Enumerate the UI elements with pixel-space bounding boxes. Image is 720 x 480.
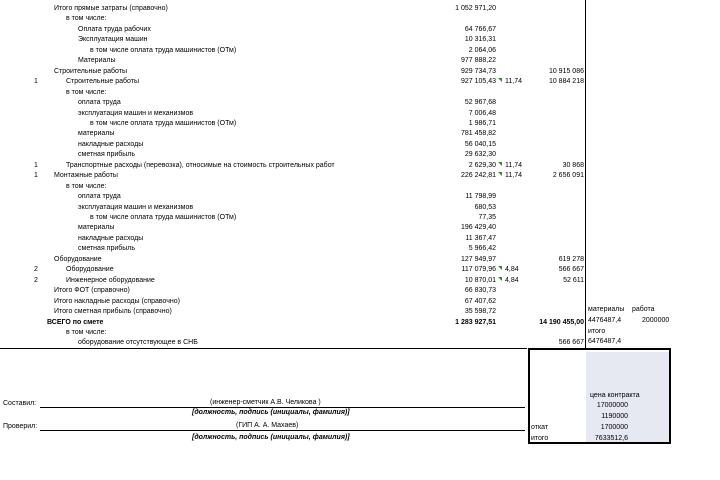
row-total[interactable] bbox=[530, 109, 584, 119]
row-total[interactable] bbox=[530, 140, 584, 150]
row-amount[interactable]: 196 429,40 bbox=[460, 224, 496, 231]
row-total[interactable] bbox=[530, 129, 584, 139]
contract-row3-value: 1700000 bbox=[600, 424, 628, 431]
row-amount[interactable]: 5 966,42 bbox=[468, 245, 496, 252]
contract-row4-label: итого bbox=[531, 435, 549, 442]
row-number[interactable]: 1 bbox=[34, 172, 38, 179]
side-materials-label: материалы bbox=[588, 306, 625, 313]
side-work-value: 2000000 bbox=[642, 317, 670, 324]
cell-comment-marker-icon bbox=[498, 277, 502, 281]
row-label[interactable]: эксплуатация машин и механизмов bbox=[78, 110, 194, 117]
row-total[interactable] bbox=[530, 25, 584, 35]
row-coefficient[interactable]: 11,74 bbox=[505, 172, 522, 179]
row-label[interactable]: сметная прибыль bbox=[78, 151, 136, 158]
row-label[interactable]: Монтажные работы bbox=[54, 172, 118, 179]
row-amount[interactable]: 929 734,73 bbox=[460, 68, 496, 75]
row-total[interactable]: 30 868 bbox=[562, 162, 584, 169]
row-number[interactable]: 2 bbox=[34, 266, 38, 273]
cell-comment-marker-icon bbox=[498, 78, 502, 82]
row-amount[interactable]: 35 598,72 bbox=[464, 308, 496, 315]
row-total[interactable] bbox=[530, 14, 584, 24]
row-label[interactable]: в том числе: bbox=[66, 15, 107, 22]
row-amount[interactable]: 927 105,43 bbox=[460, 78, 496, 85]
contract-row3-label: откат bbox=[531, 424, 549, 431]
row-amount[interactable]: 64 766,67 bbox=[464, 26, 496, 33]
row-total[interactable] bbox=[530, 4, 584, 14]
row-label[interactable]: Эксплуатация машин bbox=[78, 36, 148, 43]
row-total[interactable] bbox=[530, 234, 584, 244]
row-total[interactable] bbox=[530, 35, 584, 45]
row-total[interactable] bbox=[530, 223, 584, 233]
row-amount[interactable]: 1 052 971,20 bbox=[455, 5, 496, 12]
row-label[interactable]: в том числе: bbox=[66, 183, 107, 190]
row-amount[interactable]: 11 367,47 bbox=[465, 235, 496, 242]
row-label[interactable]: в том числе: bbox=[66, 89, 107, 96]
row-label[interactable]: Строительные работы bbox=[54, 68, 127, 75]
row-coefficient[interactable]: 11,74 bbox=[505, 78, 522, 85]
row-amount[interactable] bbox=[420, 338, 496, 348]
row-amount[interactable] bbox=[420, 182, 496, 192]
row-total[interactable] bbox=[530, 192, 584, 202]
row-total[interactable]: 2 656 091 bbox=[552, 172, 584, 179]
composed-name: (инженер-сметчик А.В. Челикова ) bbox=[210, 399, 321, 406]
row-label[interactable]: эксплуатация машин и механизмов bbox=[78, 204, 194, 211]
cell-comment-marker-icon bbox=[498, 172, 502, 176]
row-total[interactable] bbox=[530, 46, 584, 56]
row-amount[interactable]: 127 949,97 bbox=[460, 256, 496, 263]
row-total[interactable]: 566 667 bbox=[558, 339, 584, 346]
row-amount[interactable] bbox=[420, 88, 496, 98]
row-label[interactable]: накладные расходы bbox=[78, 235, 144, 242]
row-label[interactable]: в том числе: bbox=[66, 329, 107, 336]
row-total[interactable] bbox=[530, 307, 584, 317]
row-amount[interactable]: 117 079,96 bbox=[461, 266, 496, 273]
side-work-label: работа bbox=[632, 306, 655, 313]
row-total[interactable]: 619 278 bbox=[558, 256, 584, 263]
row-amount[interactable]: 680,53 bbox=[474, 204, 496, 211]
checked-label: Проверил: bbox=[3, 423, 38, 430]
row-label[interactable]: в том числе оплата труда машинистов (ОТм) bbox=[90, 214, 237, 221]
row-amount[interactable]: 781 458,82 bbox=[460, 130, 496, 137]
composed-caption: [должность, подпись (инициалы, фамилия)] bbox=[192, 409, 350, 416]
row-total[interactable] bbox=[530, 150, 584, 160]
side-materials-value: 4476487,4 bbox=[588, 317, 622, 324]
row-total[interactable]: 52 611 bbox=[563, 277, 584, 284]
summary-separator-line bbox=[0, 348, 527, 349]
contract-row1-value: 17000000 bbox=[596, 402, 628, 409]
row-total[interactable] bbox=[530, 98, 584, 108]
row-amount[interactable]: 2 064,06 bbox=[468, 47, 496, 54]
row-amount[interactable] bbox=[420, 328, 496, 338]
row-coefficient[interactable]: 11,74 bbox=[505, 162, 522, 169]
row-total[interactable] bbox=[530, 119, 584, 129]
contract-row2-value: 1190000 bbox=[601, 413, 628, 420]
row-label[interactable]: в том числе оплата труда машинистов (ОТм) bbox=[90, 120, 237, 127]
row-label[interactable]: Инженерное оборудование bbox=[66, 277, 155, 284]
row-label[interactable]: Оборудование bbox=[66, 266, 114, 273]
row-label[interactable]: ВСЕГО по смете bbox=[47, 319, 104, 326]
row-label[interactable]: материалы bbox=[78, 130, 115, 137]
row-total[interactable] bbox=[530, 56, 584, 66]
row-number[interactable]: 1 bbox=[34, 78, 38, 85]
row-amount[interactable]: 66 830,73 bbox=[464, 287, 496, 294]
row-amount[interactable]: 2 629,30 bbox=[468, 162, 496, 169]
column-border-right bbox=[585, 0, 586, 348]
row-amount[interactable]: 10 316,31 bbox=[464, 36, 496, 43]
row-label[interactable]: оплата труда bbox=[78, 99, 121, 106]
row-amount[interactable] bbox=[420, 14, 496, 24]
checked-caption: [должность, подпись (инициалы, фамилия)] bbox=[192, 434, 350, 441]
row-total[interactable] bbox=[530, 213, 584, 223]
row-total[interactable] bbox=[530, 286, 584, 296]
row-label[interactable]: Итого ФОТ (справочно) bbox=[54, 287, 130, 294]
contract-row4-value: 7633512,6 bbox=[594, 435, 628, 442]
row-label[interactable]: Оплата труда рабочих bbox=[78, 26, 151, 33]
row-total[interactable] bbox=[530, 203, 584, 213]
side-itogo-label: итого bbox=[588, 328, 606, 335]
row-amount[interactable]: 11 798,99 bbox=[465, 193, 496, 200]
row-total[interactable] bbox=[530, 297, 584, 307]
side-itogo-value: 6476487,4 bbox=[588, 338, 622, 345]
row-label[interactable]: в том числе оплата труда машинистов (ОТм) bbox=[90, 47, 237, 54]
contract-title: цена контракта bbox=[590, 392, 640, 399]
composed-label: Составил: bbox=[3, 400, 37, 407]
cell-comment-marker-icon bbox=[498, 266, 502, 270]
row-amount[interactable]: 1 986,71 bbox=[468, 120, 496, 127]
row-label[interactable]: накладные расходы bbox=[78, 141, 144, 148]
row-amount[interactable]: 7 006,48 bbox=[468, 110, 496, 117]
row-label[interactable]: Итого накладные расходы (справочно) bbox=[54, 298, 181, 305]
row-coefficient[interactable]: 4,84 bbox=[505, 277, 519, 284]
row-label[interactable]: Транспортные расходы (перевозка), относимые на стоимость строительных работ bbox=[66, 162, 335, 169]
row-coefficient[interactable]: 4,84 bbox=[505, 266, 519, 273]
row-amount[interactable]: 29 632,30 bbox=[464, 151, 496, 158]
row-label[interactable]: оборудование отсутствующее в СНБ bbox=[78, 339, 198, 346]
row-amount[interactable]: 1 283 927,51 bbox=[455, 319, 496, 326]
row-amount[interactable]: 226 242,81 bbox=[460, 172, 496, 179]
row-label[interactable]: Итого сметная прибыль (справочно) bbox=[54, 308, 172, 315]
row-total[interactable] bbox=[530, 328, 584, 338]
row-total[interactable]: 14 190 455,00 bbox=[539, 319, 584, 326]
row-label[interactable]: материалы bbox=[78, 224, 115, 231]
row-amount[interactable]: 67 407,62 bbox=[464, 298, 496, 305]
row-number[interactable]: 2 bbox=[34, 277, 38, 284]
row-label[interactable]: сметная прибыль bbox=[78, 245, 136, 252]
row-label[interactable]: Итого прямые затраты (справочно) bbox=[54, 5, 168, 12]
row-amount[interactable]: 10 870,01 bbox=[464, 277, 496, 284]
checked-name: (ГИП А. А. Махаев) bbox=[236, 422, 299, 429]
row-amount[interactable]: 52 967,68 bbox=[464, 99, 496, 106]
row-label[interactable]: Строительные работы bbox=[66, 78, 139, 85]
cell-comment-marker-icon bbox=[498, 162, 502, 166]
row-amount[interactable]: 77,35 bbox=[478, 214, 496, 221]
row-label[interactable]: Оборудование bbox=[54, 256, 102, 263]
row-label[interactable]: Материалы bbox=[78, 57, 116, 64]
row-total[interactable]: 10 884 218 bbox=[548, 78, 584, 85]
row-number[interactable]: 1 bbox=[34, 162, 38, 169]
row-total[interactable]: 566 667 bbox=[558, 266, 584, 273]
row-total[interactable]: 10 915 086 bbox=[548, 68, 584, 75]
row-label[interactable]: оплата труда bbox=[78, 193, 121, 200]
row-total[interactable] bbox=[530, 182, 584, 192]
row-total[interactable] bbox=[530, 88, 584, 98]
row-amount[interactable]: 977 888,22 bbox=[460, 57, 496, 64]
row-total[interactable] bbox=[530, 244, 584, 254]
row-amount[interactable]: 56 040,15 bbox=[464, 141, 496, 148]
